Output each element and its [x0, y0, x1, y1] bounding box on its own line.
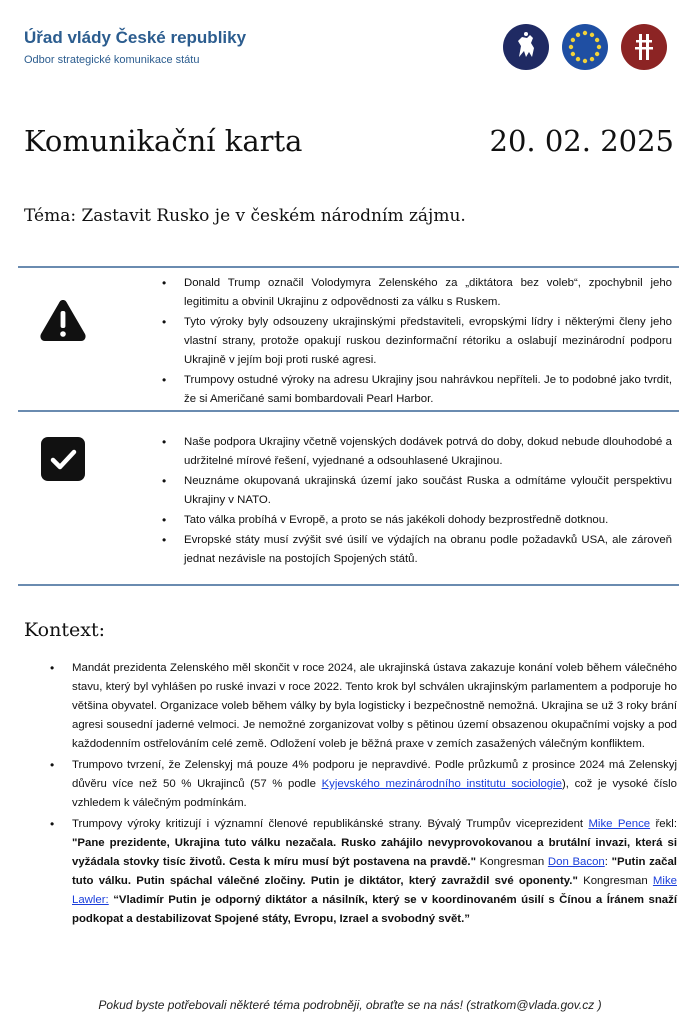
- position-list: [160, 433, 672, 570]
- text-span: Kongresman: [577, 875, 653, 887]
- list-item: • Neuznáme okupovaná ukrajinská území jako součást Ruska a odmítáme vyloučit perspektivu Ukrajiny v NATO.: [160, 472, 672, 510]
- context-list: [48, 659, 677, 931]
- mike-lawler-link[interactable]: Mike Lawler:: [72, 875, 677, 906]
- topic-heading: Téma: Zastavit Rusko je v českém národním zájmu.: [24, 206, 466, 226]
- warning-list: [160, 274, 672, 410]
- text-span: Trumpovy výroky kritizují i významní členové republikánské strany. Bývalý Trumpův viceprezident: [72, 818, 589, 830]
- list-item: • Donald Trump označil Volodymyra Zelenského za „diktátora bez voleb“, zpochybnil jeho legitimitu a obvinil Ukrajinu z odpovědnosti za válku s Ruskem.: [160, 274, 672, 312]
- eu-star: [595, 38, 599, 42]
- eu-stars-icon: [562, 24, 608, 70]
- don-bacon-link[interactable]: Don Bacon: [547, 856, 605, 868]
- footer-note: Pokud byste potřebovali některé téma podrobněji, obraťte se na nás! (stratkom@vlada.gov.cz ): [98, 998, 602, 1012]
- context-heading: Kontext:: [24, 619, 105, 641]
- logo-group: [503, 24, 673, 70]
- warning-icon: [38, 296, 88, 346]
- list-item: [48, 815, 677, 929]
- document-date: 20. 02. 2025: [489, 124, 674, 158]
- divider: [18, 410, 679, 412]
- divider: [18, 266, 679, 268]
- quote-lawler: “Vladimír Putin je odporný diktátor a násilník, který se v koordinovaném úsilí s Čínou a Íránem snaží podkopat a destabilizovat Spojené státy, Evropu, Izrael a svobodný svět.”: [72, 894, 677, 925]
- double-cross-icon: [621, 24, 667, 70]
- eu-star: [571, 38, 575, 42]
- text-span: Kongresman: [475, 856, 548, 868]
- eu-star: [576, 33, 580, 37]
- text-span: :: [604, 856, 612, 868]
- department-name: Odbor strategické komunikace státu: [24, 54, 200, 66]
- kiis-link[interactable]: Kyjevského mezinárodního institutu sociologie: [321, 778, 563, 790]
- list-item: • Naše podpora Ukrajiny včetně vojenských dodávek potrvá do doby, dokud nebude dlouhodobé a udržitelné mírové řešení, vyjednané a odsouhlasené Ukrajinou.: [160, 433, 672, 471]
- eu-star: [583, 31, 587, 35]
- mike-pence-link[interactable]: Mike Pence: [588, 818, 651, 830]
- checkbox-icon: [38, 434, 88, 484]
- eu-star: [569, 45, 573, 49]
- eu-star: [597, 45, 601, 49]
- divider: [18, 584, 679, 586]
- eu-star: [590, 57, 594, 61]
- text-span: ), což je vysoké číslo vzhledem k válečným podmínkám.: [72, 778, 677, 809]
- list-item: • Tyto výroky byly odsouzeny ukrajinskými představiteli, evropskými lídry i některými členy jeho vlastní strany, protože opakují ruskou dezinformační rétoriku a oslabují mezinárodní podporu Ukrajině v jejím boji proti ruské agresi.: [160, 313, 672, 370]
- list-item: • Mandát prezidenta Zelenského měl skončit v roce 2024, ale ukrajinská ústava zakazuje konání voleb během válečného stavu, který byl vyhlášen po ruské invazi v roce 2022. Tento krok byl schválen ukrajinským parlamentem a podporuje ho většina obyvatel. Organizace voleb během války by byla logisticky i bezpečnostně nemožná. Ukrajina se už 3 roky brání agresi sousední jaderné velmoci. Je nemožné zorganizovat volby s pětinou území obsazenou okupačními vojsky a pod každodenním ostřelováním celé země. Odložení voleb je běžná praxe v zemích zasažených válečným konfliktem.: [48, 659, 677, 754]
- office-name: Úřad vlády České republiky: [24, 28, 247, 47]
- document-title: Komunikační karta: [24, 124, 303, 158]
- list-item: • Evropské státy musí zvýšit své úsilí ve výdajích na obranu podle požadavků USA, ale zároveň jednat nezávisle na postojích Spojených států.: [160, 531, 672, 569]
- quote-pence: "Pane prezidente, Ukrajina tuto válku nezačala. Rusko zahájilo nevyprovokovanou a brutální invazi, která si vyžádala stovky tisíc životů. Cesta k míru musí být postavena na pravdě.": [72, 837, 677, 868]
- eu-star: [576, 57, 580, 61]
- list-item: • Trumpovy ostudné výroky na adresu Ukrajiny jsou nahrávkou nepříteli. Je to podobné jako tvrdit, že si Američané sami bombardovali Pearl Harbor.: [160, 371, 672, 409]
- quote-bacon: "Putin začal tuto válku. Putin spáchal válečné zločiny. Putin je diktátor, který zavraždil své oponenty.": [72, 856, 677, 887]
- czech-lion-icon: [503, 24, 549, 70]
- eu-star: [583, 59, 587, 63]
- eu-star: [571, 52, 575, 56]
- eu-star: [595, 52, 599, 56]
- text-span: Trumpovo tvrzení, že Zelenskyj má pouze 4% podporu je nepravdivé. Podle průzkumů z prosince 2024 má Zelenskyj důvěru více než 50 % Ukrajinců (57 % podle: [72, 759, 677, 790]
- list-item: • Tato válka probíhá v Evropě, a proto se nás jakékoli dohody bezprostředně dotknou.: [160, 511, 672, 530]
- eu-star: [590, 33, 594, 37]
- list-item: [48, 756, 677, 813]
- text-span: řekl:: [650, 818, 677, 830]
